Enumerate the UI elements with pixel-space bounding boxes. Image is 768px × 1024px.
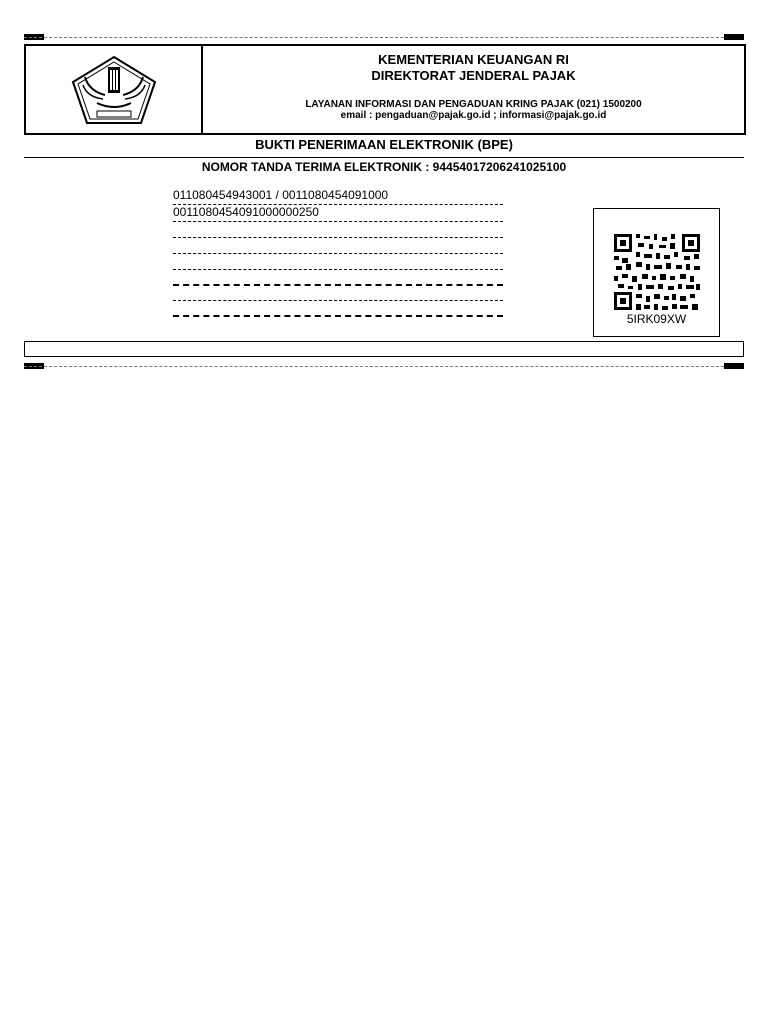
cut-mark-bottom-right [724, 363, 744, 369]
header-box [24, 44, 746, 135]
directorate-name: DIREKTORAT JENDERAL PAJAK [371, 68, 576, 83]
ministry-emblem-icon [69, 55, 159, 125]
dash-row [173, 237, 503, 238]
cut-line-bottom [24, 366, 744, 367]
ministry-name: KEMENTERIAN KEUANGAN RI [378, 52, 569, 67]
footer-box [24, 341, 744, 357]
qr-code-icon [614, 234, 700, 310]
cut-mark-top-right [724, 34, 744, 40]
field-value-1: 011080454943001 / 0011080454091000 [173, 188, 389, 202]
logo-cell [26, 46, 203, 133]
dash-row [173, 221, 503, 222]
document-title: BUKTI PENERIMAAN ELEKTRONIK (BPE) [255, 137, 513, 152]
dash-row [173, 300, 503, 301]
field-value-2: 0011080454091000000250 [173, 205, 319, 219]
service-line: LAYANAN INFORMASI DAN PENGADUAN KRING PAJAK (021) 1500200 [305, 99, 642, 110]
title-rule [24, 157, 744, 158]
qr-box [593, 208, 720, 337]
email-line: email : pengaduan@pajak.go.id ; informasi@pajak.go.id [340, 110, 607, 121]
receipt-number: NOMOR TANDA TERIMA ELEKTRONIK : 94454017206241025100 [201, 160, 567, 174]
dash-row [173, 253, 503, 254]
dash-row [173, 269, 503, 270]
cut-line-top [24, 37, 744, 38]
dash-row [173, 315, 503, 317]
qr-code-text: 5IRK09XW [626, 312, 687, 326]
dash-row [173, 284, 503, 286]
